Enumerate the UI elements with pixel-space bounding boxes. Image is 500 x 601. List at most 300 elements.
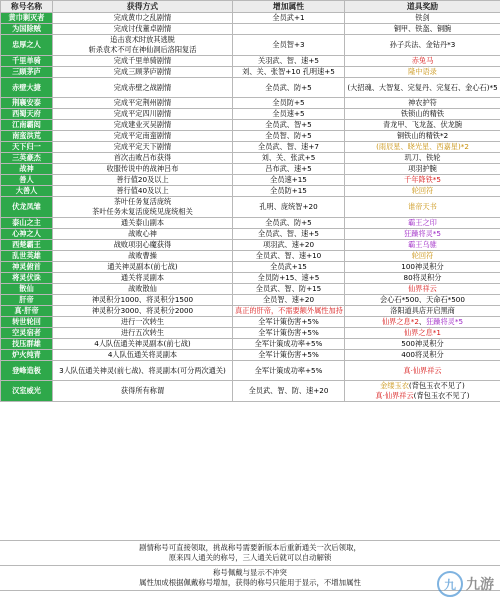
cell-segment: 金缕玉衣 bbox=[380, 381, 409, 390]
cell-line bbox=[347, 339, 498, 349]
cell-line bbox=[347, 153, 498, 163]
cell-line bbox=[347, 317, 498, 327]
cell-line bbox=[347, 120, 498, 130]
attribute-bonus bbox=[233, 24, 345, 35]
watermark-text: 九游 bbox=[466, 577, 494, 593]
attribute-bonus bbox=[233, 240, 345, 251]
cell-line: 战败项羽心魔获得 bbox=[113, 240, 172, 249]
acquire-method bbox=[53, 24, 233, 35]
note-line-1: 剧情称号可直接领取，挑战称号需要新版本后重新通关一次后领取， bbox=[139, 543, 361, 552]
cell-line: 战败心神 bbox=[128, 229, 157, 238]
item-reward bbox=[345, 164, 500, 175]
attribute-bonus bbox=[233, 229, 345, 240]
cell-line: 全员防+15、速+5 bbox=[257, 273, 320, 282]
acquire-method bbox=[53, 153, 233, 164]
acquire-method bbox=[53, 295, 233, 306]
acquire-method bbox=[53, 142, 233, 153]
attribute-bonus bbox=[233, 350, 345, 361]
header-attributes: 增加属性 bbox=[233, 1, 345, 13]
attribute-bonus bbox=[233, 98, 345, 109]
title-name: 为国除贼 bbox=[1, 24, 53, 35]
cell-line bbox=[347, 24, 498, 34]
cell-segment: 轮回符 bbox=[411, 186, 434, 195]
cell-line: 全军计策伤害+5% bbox=[258, 328, 319, 337]
cell-line bbox=[347, 218, 498, 228]
table-row bbox=[1, 350, 500, 361]
acquire-method bbox=[53, 120, 233, 131]
cell-line: 完成黄巾之乱剧情 bbox=[113, 13, 172, 22]
cell-segment: 真正的肝帝，不需要额外属性加持 bbox=[235, 306, 343, 315]
cell-segment: 仙界祥云 bbox=[408, 284, 437, 293]
item-reward bbox=[345, 262, 500, 273]
table-row bbox=[1, 339, 500, 350]
cell-line: 全员武、智、速+10 bbox=[255, 251, 322, 260]
acquire-method bbox=[53, 328, 233, 339]
cell-segment: 孙子兵法、金钻丹*3 bbox=[389, 40, 456, 49]
attribute-bonus bbox=[233, 109, 345, 120]
cell-line: 完成讨伐董卓剧情 bbox=[113, 24, 172, 33]
cell-segment: 仙界之息*2 bbox=[381, 317, 419, 326]
cell-line bbox=[347, 284, 498, 294]
cell-line: 全员防+15 bbox=[270, 186, 307, 195]
cell-segment: 霸王乌骓 bbox=[408, 240, 437, 249]
note-line-2: 原来四人通关的称号，三人通关后就可以自动解锁 bbox=[168, 553, 332, 562]
item-reward bbox=[345, 142, 500, 153]
cell-segment: 100神灵积分 bbox=[401, 262, 444, 271]
cell-line bbox=[347, 328, 498, 338]
acquire-method bbox=[53, 67, 233, 78]
table-row bbox=[1, 13, 500, 24]
cell-line bbox=[235, 306, 342, 316]
table-row bbox=[1, 164, 500, 175]
cell-line: 通关将灵副本 bbox=[120, 273, 165, 282]
note-line-4: 属性加成根据佩戴称号增加，获得的称号只能用于显示，不增加属性 bbox=[139, 578, 361, 587]
title-name: 千里单骑 bbox=[1, 56, 53, 67]
acquire-method bbox=[53, 197, 233, 218]
cell-segment: 隆中语录 bbox=[408, 67, 437, 76]
cell-segment: 霸王之印 bbox=[408, 218, 437, 227]
acquire-method bbox=[53, 306, 233, 317]
item-reward bbox=[345, 98, 500, 109]
cell-line bbox=[347, 262, 498, 272]
cell-segment: 、 bbox=[418, 317, 427, 326]
cell-line: 完成平定四川剧情 bbox=[113, 109, 172, 118]
cell-segment: 80将灵积分 bbox=[403, 273, 442, 282]
cell-segment: 洛阳道具店开启黑商 bbox=[390, 306, 455, 315]
acquire-method bbox=[53, 56, 233, 67]
cell-line: 神灵积分1000、将灵积分1500 bbox=[91, 295, 194, 304]
cell-line bbox=[347, 350, 498, 360]
cell-segment: 铜甲、铁盔、铜腕 bbox=[393, 24, 452, 33]
title-name: 战神 bbox=[1, 164, 53, 175]
table-header-row bbox=[1, 1, 500, 13]
cell-line bbox=[347, 251, 498, 261]
table-row bbox=[1, 131, 500, 142]
cell-segment: (背包玉衣不见了) bbox=[408, 381, 465, 390]
cell-line: 刘、关、张武+5 bbox=[261, 153, 316, 162]
title-name: 汉室威光 bbox=[1, 381, 53, 402]
attribute-bonus bbox=[233, 317, 345, 328]
table-row bbox=[1, 35, 500, 56]
title-name: 善人 bbox=[1, 175, 53, 186]
item-reward bbox=[345, 197, 500, 218]
cell-segment: 500神灵积分 bbox=[401, 339, 444, 348]
acquire-method bbox=[53, 284, 233, 295]
cell-line: 全军计策成功率+5% bbox=[254, 365, 323, 375]
title-name: 荆襄安泰 bbox=[1, 98, 53, 109]
title-name: 真·肝帝 bbox=[1, 306, 53, 317]
item-reward bbox=[345, 218, 500, 229]
acquire-method bbox=[53, 35, 233, 56]
title-name: 三英豪杰 bbox=[1, 153, 53, 164]
item-reward bbox=[345, 328, 500, 339]
attribute-bonus bbox=[233, 67, 345, 78]
table-row bbox=[1, 284, 500, 295]
item-reward bbox=[345, 306, 500, 317]
attribute-bonus bbox=[233, 78, 345, 98]
item-reward bbox=[345, 175, 500, 186]
cell-line: 完成平定天下剧情 bbox=[113, 142, 172, 151]
cell-line: 全员武+15 bbox=[270, 262, 307, 271]
item-reward bbox=[345, 317, 500, 328]
item-reward bbox=[345, 109, 500, 120]
acquire-method bbox=[53, 164, 233, 175]
cell-line: 项羽武、速+20 bbox=[262, 240, 315, 249]
attribute-bonus bbox=[233, 13, 345, 24]
cell-line: 全员武、防+5 bbox=[265, 218, 312, 227]
table-row bbox=[1, 24, 500, 35]
cell-segment: 会心石*500、天命石*500 bbox=[380, 295, 465, 304]
acquire-method bbox=[53, 240, 233, 251]
cell-line bbox=[347, 131, 498, 141]
cell-line: 获得所有称谓 bbox=[120, 386, 165, 395]
title-name: 三顾茅庐 bbox=[1, 67, 53, 78]
acquire-method bbox=[53, 381, 233, 402]
cell-segment: (大招魂、大智复、完复丹、完复石、金心石)*5 bbox=[347, 82, 498, 92]
title-name: 心神之人 bbox=[1, 229, 53, 240]
acquire-method bbox=[53, 98, 233, 109]
cell-line: 首次击败吕布获得 bbox=[113, 153, 172, 162]
attribute-bonus bbox=[233, 218, 345, 229]
attribute-bonus bbox=[233, 175, 345, 186]
cell-line: 完成赤壁之战剧情 bbox=[113, 82, 172, 92]
cell-line: 完成平定荆州剧情 bbox=[113, 98, 172, 107]
item-reward bbox=[345, 131, 500, 142]
cell-line: 全员武、智+5 bbox=[265, 120, 312, 129]
table-row bbox=[1, 273, 500, 284]
item-reward bbox=[345, 229, 500, 240]
cell-line: 茶叶任务复活庞统 bbox=[113, 197, 172, 206]
item-reward bbox=[345, 56, 500, 67]
cell-line: 进行五次转生 bbox=[120, 328, 165, 337]
table-row bbox=[1, 109, 500, 120]
cell-segment: 铁锁山的精铁 bbox=[400, 109, 445, 118]
table-row bbox=[1, 229, 500, 240]
item-reward bbox=[345, 381, 500, 402]
cell-line: 全员武、智、速+7 bbox=[258, 142, 319, 151]
title-name: 西蜀天府 bbox=[1, 109, 53, 120]
acquire-method bbox=[53, 109, 233, 120]
cell-line bbox=[347, 109, 498, 119]
item-reward bbox=[345, 186, 500, 197]
cell-segment: 仙界之息*1 bbox=[404, 328, 441, 337]
cell-segment: 千年降铁*5 bbox=[404, 175, 441, 184]
cell-segment: 项羽护腕 bbox=[408, 164, 437, 173]
cell-line: 4人队伍通关将灵副本 bbox=[107, 350, 178, 359]
cell-line bbox=[347, 391, 498, 401]
cell-line bbox=[347, 67, 498, 77]
item-reward bbox=[345, 24, 500, 35]
title-name: 赤壁大捷 bbox=[1, 78, 53, 98]
cell-line: 进行一次转生 bbox=[120, 317, 165, 326]
table-row bbox=[1, 262, 500, 273]
cell-segment: 真·仙界祥云 bbox=[375, 391, 414, 400]
attribute-bonus bbox=[233, 273, 345, 284]
cell-segment: 铜铁山的精铁*2 bbox=[396, 131, 449, 140]
cell-segment: (背包玉衣不见了) bbox=[413, 391, 470, 400]
cell-line: 全员智、速+20 bbox=[262, 295, 315, 304]
title-name: 空灵宿者 bbox=[1, 328, 53, 339]
cell-line: 4人队伍通关神灵副本(前七战) bbox=[94, 339, 191, 348]
cell-segment: 轮回符 bbox=[411, 251, 434, 260]
table-row bbox=[1, 306, 500, 317]
notes-section bbox=[0, 540, 500, 591]
title-name: 乱世英雄 bbox=[1, 251, 53, 262]
cell-line: 全员武、智、速+5 bbox=[258, 229, 319, 238]
cell-line bbox=[347, 366, 498, 376]
table-row bbox=[1, 251, 500, 262]
table-row bbox=[1, 78, 500, 98]
attribute-bonus bbox=[233, 120, 345, 131]
header-name: 称号名称 bbox=[1, 1, 53, 13]
item-reward bbox=[345, 361, 500, 381]
item-reward bbox=[345, 120, 500, 131]
cell-line bbox=[347, 240, 498, 250]
item-reward bbox=[345, 273, 500, 284]
attribute-bonus bbox=[233, 251, 345, 262]
acquire-method bbox=[53, 78, 233, 98]
attribute-bonus bbox=[233, 361, 345, 381]
attribute-bonus bbox=[233, 164, 345, 175]
note-line-3: 称号佩戴与显示不冲突 bbox=[213, 568, 287, 577]
title-name: 转世轮回 bbox=[1, 317, 53, 328]
cell-line: 完成平定南蛮剧情 bbox=[113, 131, 172, 140]
item-reward bbox=[345, 339, 500, 350]
cell-line bbox=[347, 56, 498, 66]
table-row bbox=[1, 67, 500, 78]
title-name: 大善人 bbox=[1, 186, 53, 197]
cell-line: 完成千里单骑剧情 bbox=[113, 56, 172, 65]
item-reward bbox=[345, 13, 500, 24]
acquire-method bbox=[53, 186, 233, 197]
cell-line: 善行值40及以上 bbox=[116, 186, 169, 195]
cell-line bbox=[347, 229, 498, 239]
title-name: 西楚霸王 bbox=[1, 240, 53, 251]
title-name: 登峰造极 bbox=[1, 361, 53, 381]
item-reward bbox=[345, 67, 500, 78]
table-row bbox=[1, 240, 500, 251]
watermark-icon: 九 bbox=[437, 571, 463, 597]
title-name: 忠厚之人 bbox=[1, 35, 53, 56]
attribute-bonus bbox=[233, 56, 345, 67]
cell-line bbox=[347, 175, 498, 185]
cell-line bbox=[347, 273, 498, 283]
table-row bbox=[1, 98, 500, 109]
title-name: 天下归一 bbox=[1, 142, 53, 153]
title-name: 南蛮洪荒 bbox=[1, 131, 53, 142]
title-name: 神灵俯首 bbox=[1, 262, 53, 273]
attribute-bonus bbox=[233, 306, 345, 317]
attribute-bonus bbox=[233, 284, 345, 295]
cell-line bbox=[347, 202, 498, 212]
cell-line: 战败曹操 bbox=[128, 251, 157, 260]
cell-line bbox=[347, 381, 498, 391]
table-row bbox=[1, 142, 500, 153]
cell-line: 全员武、智、防+15 bbox=[255, 284, 322, 293]
title-name: 伏龙凤雏 bbox=[1, 197, 53, 218]
acquire-method bbox=[53, 13, 233, 24]
cell-line: 茶叶任务未复活庞统见庞统相关 bbox=[92, 207, 193, 216]
title-name: 江南霸闳 bbox=[1, 120, 53, 131]
title-name: 散仙 bbox=[1, 284, 53, 295]
item-reward bbox=[345, 240, 500, 251]
acquire-method bbox=[53, 262, 233, 273]
attribute-bonus bbox=[233, 381, 345, 402]
acquire-method bbox=[53, 361, 233, 381]
cell-segment: 神农护符 bbox=[408, 98, 437, 107]
table-row bbox=[1, 317, 500, 328]
cell-segment: 狂躁将灵*5 bbox=[426, 317, 464, 326]
cell-line: 完成建业灭吴剧情 bbox=[113, 120, 172, 129]
table-row bbox=[1, 218, 500, 229]
cell-line bbox=[347, 40, 498, 50]
cell-line bbox=[347, 13, 498, 23]
note-row-2 bbox=[0, 566, 500, 591]
cell-segment: 青龙甲、飞龙盔、伏龙腕 bbox=[382, 120, 463, 129]
table-row bbox=[1, 328, 500, 339]
cell-line: 通关泰山副本 bbox=[120, 218, 165, 227]
table-row bbox=[1, 197, 500, 218]
cell-segment: (雨辰星、晓光星、西嘉星)*2 bbox=[376, 142, 469, 151]
cell-line: 孔明、庞统智+20 bbox=[259, 202, 318, 211]
cell-segment: 铁剑 bbox=[415, 13, 430, 22]
attribute-bonus bbox=[233, 153, 345, 164]
title-name: 肝帝 bbox=[1, 295, 53, 306]
cell-line: 全员智、防+5 bbox=[265, 131, 312, 140]
acquire-method bbox=[53, 251, 233, 262]
attribute-bonus bbox=[233, 197, 345, 218]
table-row bbox=[1, 120, 500, 131]
attribute-bonus bbox=[233, 328, 345, 339]
acquire-method bbox=[53, 131, 233, 142]
table-row bbox=[1, 56, 500, 67]
acquire-method bbox=[53, 218, 233, 229]
item-reward bbox=[345, 35, 500, 56]
item-reward bbox=[345, 350, 500, 361]
cell-line: 善行值20及以上 bbox=[116, 175, 169, 184]
cell-line: 斩杀袁术不可在神仙洞后洛阳复活 bbox=[88, 45, 197, 54]
acquire-method bbox=[53, 175, 233, 186]
cell-line: 神灵积分3000、将灵积分2000 bbox=[91, 306, 194, 315]
cell-segment: 真·仙界祥云 bbox=[403, 365, 442, 375]
cell-segment: 玑刀、铁轮 bbox=[404, 153, 441, 162]
attribute-bonus bbox=[233, 131, 345, 142]
cell-line: 3人队伍通关神灵(前七战)、将灵副本(可分两次通关) bbox=[59, 365, 226, 375]
cell-line: 全军计策成功率+5% bbox=[254, 339, 323, 348]
cell-line: 追击袁术时放其逃脱 bbox=[110, 35, 175, 44]
cell-line: 全员速+15 bbox=[270, 175, 307, 184]
attribute-bonus bbox=[233, 262, 345, 273]
cell-line: 全员武、防+5 bbox=[265, 82, 312, 92]
attribute-bonus bbox=[233, 295, 345, 306]
acquire-method bbox=[53, 350, 233, 361]
cell-segment: 赤兔马 bbox=[411, 56, 434, 65]
attribute-bonus bbox=[233, 186, 345, 197]
table-row bbox=[1, 153, 500, 164]
attribute-bonus bbox=[233, 339, 345, 350]
item-reward bbox=[345, 284, 500, 295]
cell-line: 全军计策伤害+5% bbox=[258, 317, 319, 326]
item-reward bbox=[345, 153, 500, 164]
cell-line bbox=[347, 186, 498, 196]
cell-line bbox=[347, 83, 498, 93]
cell-line: 收服传说中的战神吕布 bbox=[106, 164, 179, 173]
cell-line: 完成三顾茅庐剧情 bbox=[113, 67, 172, 76]
cell-line: 全军计策伤害+5% bbox=[258, 350, 319, 359]
cell-line bbox=[347, 306, 498, 316]
cell-line bbox=[347, 164, 498, 174]
cell-line: 全员智+3 bbox=[272, 40, 305, 49]
item-reward bbox=[345, 251, 500, 262]
title-name: 技压群雄 bbox=[1, 339, 53, 350]
cell-line: 关羽武、智、速+5 bbox=[258, 56, 319, 65]
cell-segment: 狂躁将灵*5 bbox=[404, 229, 441, 238]
cell-line: 通关神灵副本(前七战) bbox=[107, 262, 178, 271]
cell-line bbox=[347, 98, 498, 108]
header-reward: 道具奖励 bbox=[345, 1, 500, 13]
title-name: 炉火纯青 bbox=[1, 350, 53, 361]
table-row bbox=[1, 175, 500, 186]
item-reward bbox=[345, 78, 500, 98]
acquire-method bbox=[53, 273, 233, 284]
cell-line: 战败散仙 bbox=[128, 284, 157, 293]
cell-line: 吕布武、速+5 bbox=[265, 164, 312, 173]
acquire-method bbox=[53, 229, 233, 240]
note-row-1 bbox=[0, 541, 500, 566]
title-name: 泰山之主 bbox=[1, 218, 53, 229]
table-row bbox=[1, 361, 500, 381]
cell-line bbox=[347, 295, 498, 305]
table-row bbox=[1, 295, 500, 306]
watermark-logo bbox=[437, 571, 494, 597]
cell-line: 刘、关、张智+10 孔明速+5 bbox=[242, 67, 335, 76]
acquire-method bbox=[53, 317, 233, 328]
cell-line: 全员武+1 bbox=[272, 13, 305, 22]
item-reward bbox=[345, 295, 500, 306]
attribute-bonus bbox=[233, 35, 345, 56]
cell-line: 全员防+5 bbox=[272, 98, 305, 107]
cell-line: 全员速+5 bbox=[272, 109, 305, 118]
cell-segment: 400将灵积分 bbox=[401, 350, 444, 359]
table-row bbox=[1, 186, 500, 197]
attribute-bonus bbox=[233, 142, 345, 153]
title-name: 将灵伏诛 bbox=[1, 273, 53, 284]
cell-segment: 谁帝天书 bbox=[408, 202, 437, 211]
table-row bbox=[1, 381, 500, 402]
header-method: 获得方式 bbox=[53, 1, 233, 13]
cell-line: 全员武、智、防、速+20 bbox=[248, 386, 329, 395]
acquire-method bbox=[53, 339, 233, 350]
